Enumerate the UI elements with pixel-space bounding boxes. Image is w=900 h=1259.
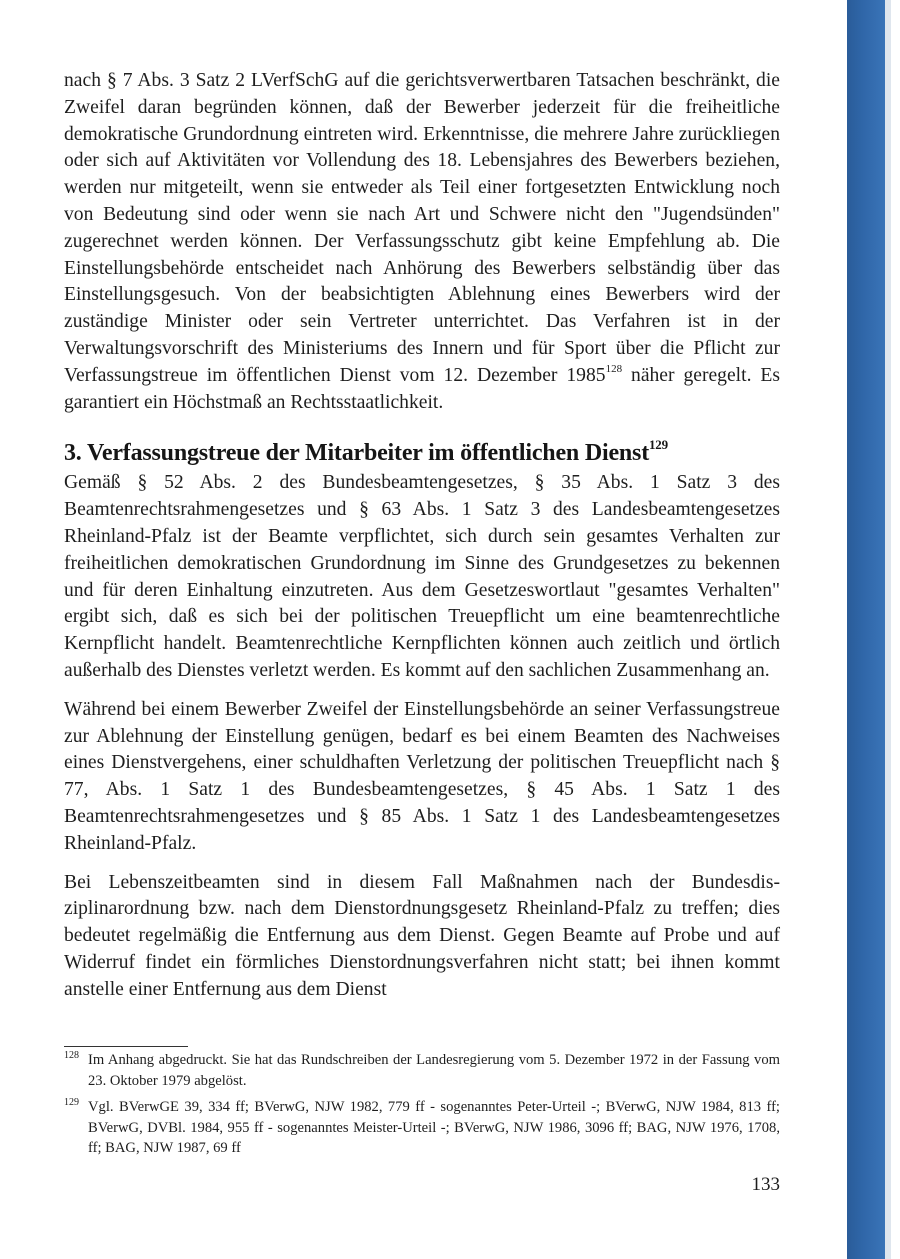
body-text <box>64 68 780 1004</box>
paragraph-1-tail: näher geregelt. Es garantiert ein Höchstmaß an Rechtsstaatlichkeit. <box>64 364 780 413</box>
footnote-number: 128 <box>64 1050 79 1061</box>
paragraph-2: Gemäß § 52 Abs. 2 des Bundesbeamtengesetzes, § 35 Abs. 1 Satz 3 des Beamtenrechtsrahmengesetzes und § 63 Abs. 1 Satz 3 des Landesbeamtengesetzes Rheinland-Pfalz ist der Beamte verpflichtet, sich durch sein gesamtes Verhalten zur freiheitlichen demokratischen Grundordnung im Sinne des Grundgesetzes zu bekennen und für deren Einhaltung einzutreten. Aus dem Gesetzeswortlaut "gesamtes Verhalten" ergibt sich, daß es sich bei der politischen Treuepflicht um eine beamtenrechtliche Kernpflicht handelt. Beamtenrechtliche Kernpflichten können auch zeitlich und örtlich außerhalb des Dienstes verletzt werden. Es kommt auf den sachlichen Zusammenhang an. <box>64 472 780 681</box>
section-heading <box>64 438 780 468</box>
footnote-text: Im Anhang abgedruckt. Sie hat das Rundschreiben der Landesregierung vom 5. Dezember 1972 in der Fassung vom 23. Oktober 1979 abgelöst. <box>88 1052 780 1089</box>
footnote-129 <box>64 1097 780 1159</box>
footnotes <box>64 1050 780 1165</box>
page-edge-margin <box>885 0 891 1259</box>
footnote-number: 129 <box>64 1097 79 1108</box>
footnote-128 <box>64 1050 780 1091</box>
footnote-ref-128[interactable]: 128 <box>605 362 623 375</box>
footnote-text: Vgl. BVerwGE 39, 334 ff; BVerwG, NJW 1982, 779 ff - sogenanntes Peter-Urteil -; BVerwG, NJW 1984, 813 ff; BVerwG, DVBl. 1984, 955 ff - sogenanntes Meister-Urteil -; BVerwG, NJW 1986, 3096 ff; BAG, NJW 1976, 1708, ff; BAG, NJW 1987, 69 ff <box>88 1099 780 1156</box>
paragraph-3: Während bei einem Bewerber Zweifel der Einstellungsbehörde an seiner Verfassungstreue zur Ablehnung der Einstellung genügen, bedarf es bei einem Beamten des Nachweises eines Dienstvergehens, einer schuldhaften Verletzung der politischen Treuepflicht nach § 77, Abs. 1 Satz 1 des Bundesbeamtengesetzes, § 45 Abs. 1 Satz 1 des Beamtenrechtsrahmengesetzes und § 85 Abs. 1 Satz 1 des Landesbeamtengesetzes Rheinland-Pfalz. <box>64 698 780 854</box>
footnote-separator <box>64 1046 188 1047</box>
paragraph-1-text: nach § 7 Abs. 3 Satz 2 LVerfSchG auf die gerichtsverwertbaren Tatsachen beschränkt, die Zweifel daran begründen können, daß der Bewerber jederzeit für die freiheitliche demokratische Grundordnung eintreten wird. Erkenntnisse, die mehrere Jahre zurückliegen oder sich auf Aktivitäten vor Vollendung des 18. Lebensjahres des Bewerbers beziehen, werden nur mitgeteilt, wenn sie entweder als Teil einer fortgesetzten Entwicklung noch von Bedeutung sind oder wenn sie nach Art und Schwere nicht den "Jugendsünden" zugerechnet werden können. Der Verfassungsschutz gibt keine Empfehlung ab. Die Einstellungsbehörde entscheidet nach Anhörung des Bewerbers selbständig über das Einstellungsgesuch. Von der beabsichtigten Ablehnung eines Bewerbers wird der zuständige Minister oder sein Vertreter unterrichtet. Das Verfahren ist in der Verwaltungsvorschrift des Ministeriums des Innern und für Sport über die Pflicht zur Verfassungstreue im öffentlichen Dienst vom 12. Dezember 1985 <box>64 70 780 386</box>
paragraph-1 <box>64 68 780 416</box>
section-heading-text: 3. Verfassungstreue der Mitarbeiter im öffentlichen Dienst <box>64 440 649 467</box>
page-edge-color-bar <box>847 0 885 1259</box>
page-number: 133 <box>751 1174 780 1195</box>
footnote-ref-129[interactable]: 129 <box>649 437 668 453</box>
paragraph-4: Bei Lebenszeitbeamten sind in diesem Fall Maßnahmen nach der Bundesdisziplinarordnung bzw. nach dem Dienstordnungsgesetz Rheinland-Pfalz zu treffen; dies bedeutet regelmäßig die Entfernung aus dem Dienst. Gegen Beamte auf Probe und auf Widerruf findet ein förmliches Dienstordnungsverfahren nicht statt; bei ihnen kommt anstelle einer Entfernung aus dem Dienst <box>64 871 780 1000</box>
